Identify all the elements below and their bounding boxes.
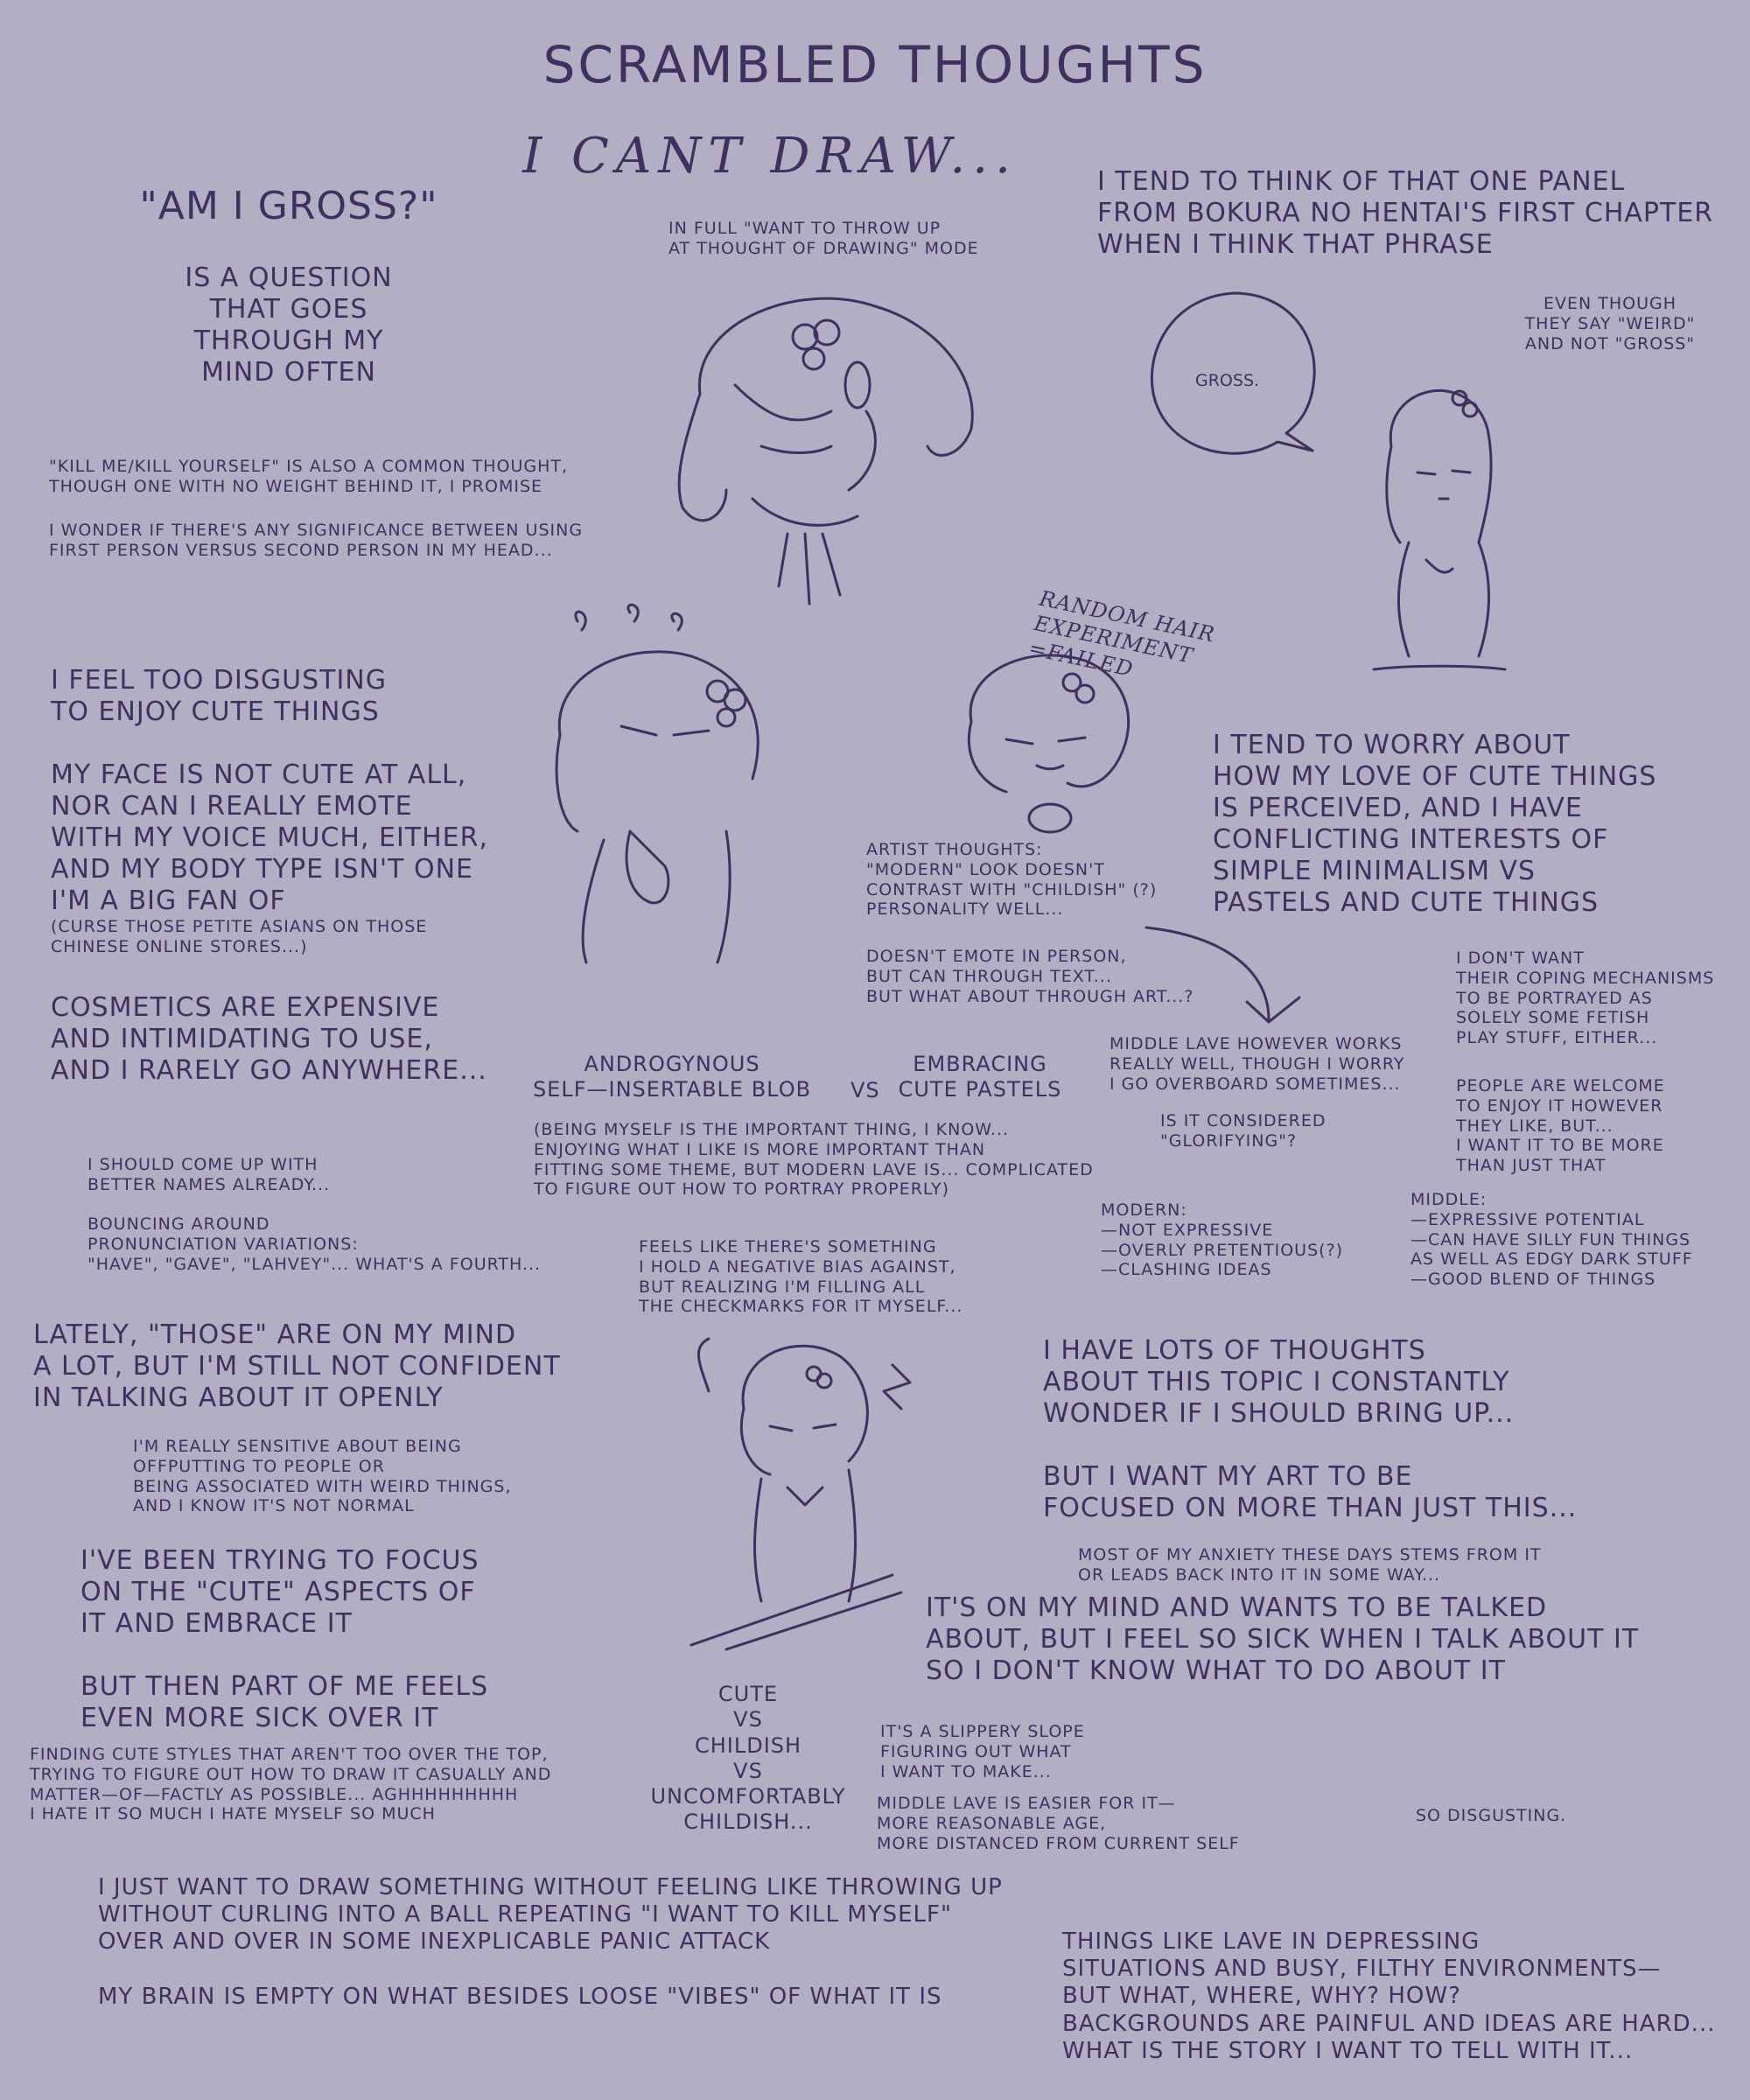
worry-block: I TEND TO WORRY ABOUT HOW MY LOVE OF CUTE THINGS IS PERCEIVED, AND I HAVE CONFLICTING INTERESTS OF SIMPLE MINIMALISM VS PASTELS AND CUTE THINGS: [1213, 730, 1657, 918]
sketch-hair-experiment: [954, 643, 1146, 836]
petite-note: (CURSE THOSE PETITE ASIANS ON THOSE CHINESE ONLINE STORES...): [51, 917, 428, 956]
names-note: I SHOULD COME UP WITH BETTER NAMES ALREADY... BOUNCING AROUND PRONUNCIATION VARIATIONS: "HAVE", "GAVE", "LAHVEY"... WHAT'S A FOURTH...: [88, 1155, 542, 1274]
disgusting-block: I FEEL TOO DISGUSTING TO ENJOY CUTE THINGS MY FACE IS NOT CUTE AT ALL, NOR CAN I REALLY EMOTE WITH MY VOICE MUCH, EITHER, AND MY BODY TYPE ISN'T ONE I'M A BIG FAN OF: [51, 665, 489, 916]
hair-note: RANDOM HAIR EXPERIMENT =FAILED: [1026, 585, 1218, 682]
pastels-label: EMBRACING CUTE PASTELS: [898, 1052, 1062, 1102]
middle-lave-note: MIDDLE LAVE HOWEVER WORKS REALLY WELL, THOUGH I WORRY I GO OVERBOARD SOMETIMES...: [1110, 1034, 1405, 1094]
those-block: LATELY, "THOSE" ARE ON MY MIND A LOT, BUT I'M STILL NOT CONFIDENT IN TALKING ABOUT IT OPENLY: [33, 1320, 561, 1413]
sensitive-note: I'M REALLY SENSITIVE ABOUT BEING OFFPUTTING TO PEOPLE OR BEING ASSOCIATED WITH WEIRD THINGS, AND I KNOW IT'S NOT NORMAL: [133, 1437, 512, 1516]
curved-arrow: [1138, 919, 1330, 1032]
cute-childish-label: CUTE VS CHILDISH VS UNCOMFORTABLY CHILDISH...: [650, 1682, 846, 1835]
styles-note: FINDING CUTE STYLES THAT AREN'T TOO OVER THE TOP, TRYING TO FIGURE OUT HOW TO DRAW IT CASUALLY AND MATTER—OF—FACTLY AS POSSIBLE... AGHHHHHHHHH I HATE IT SO MUCH I HATE MYSELF SO MUCH: [30, 1745, 552, 1824]
kill-me-note: "KILL ME/KILL YOURSELF" IS ALSO A COMMON THOUGHT, THOUGH ONE WITH NO WEIGHT BEHIND IT, I PROMISE: [49, 457, 569, 496]
vs-label: VS: [850, 1078, 880, 1102]
bias-note: FEELS LIKE THERE'S SOMETHING I HOLD A NEGATIVE BIAS AGAINST, BUT REALIZING I'M FILLING ALL THE CHECKMARKS FOR IT MYSELF...: [639, 1237, 963, 1317]
sketch-stressed-character: [542, 604, 805, 971]
easier-note: MIDDLE LAVE IS EASIER FOR IT— MORE REASONABLE AGE, MORE DISTANCED FROM CURRENT SELF: [877, 1794, 1240, 1853]
weird-note: EVEN THOUGH THEY SAY "WEIRD" AND NOT "GROSS": [1524, 294, 1696, 354]
drawing-mode-note: IN FULL "WANT TO THROW UP AT THOUGHT OF DRAWING" MODE: [668, 219, 979, 258]
page-title: SCRAMBLED THOUGHTS: [542, 35, 1208, 94]
coping-note: I DON'T WANT THEIR COPING MECHANISMS TO BE PORTRAYED AS SOLELY SOME FETISH PLAY STUFF, EITHER...: [1456, 948, 1715, 1048]
modern-list: MODERN: —NOT EXPRESSIVE —OVERLY PRETENTIOUS(?) —CLASHING IDEAS: [1101, 1200, 1344, 1280]
sketch-nauseous-character: [648, 271, 998, 604]
anxiety-note: MOST OF MY ANXIETY THESE DAYS STEMS FROM IT OR LEADS BACK INTO IT IN SOME WAY...: [1078, 1545, 1542, 1585]
so-disgusting: SO DISGUSTING.: [1416, 1806, 1567, 1825]
thoughts-block: I HAVE LOTS OF THOUGHTS ABOUT THIS TOPIC I CONSTANTLY WONDER IF I SHOULD BRING UP... BUT I WANT MY ART TO BE FOCUSED ON MORE THAN JUST THIS...: [1043, 1335, 1578, 1523]
cosmetics-block: COSMETICS ARE EXPENSIVE AND INTIMIDATING TO USE, AND I RARELY GO ANYWHERE...: [51, 992, 487, 1086]
person-note: I WONDER IF THERE'S ANY SIGNIFICANCE BETWEEN USING FIRST PERSON VERSUS SECOND PERSON IN MY HEAD...: [49, 521, 584, 560]
glorifying-note: IS IT CONSIDERED "GLORIFYING"?: [1160, 1111, 1326, 1151]
middle-list: MIDDLE: —EXPRESSIVE POTENTIAL —CAN HAVE SILLY FUN THINGS AS WELL AS EDGY DARK STUFF —GOOD BLEND OF THINGS: [1410, 1190, 1693, 1290]
artist-thoughts: ARTIST THOUGHTS: "MODERN" LOOK DOESN'T CONTRAST WITH "CHILDISH" (?) PERSONALITY WELL...: [866, 840, 1158, 920]
being-myself-note: (BEING MYSELF IS THE IMPORTANT THING, I KNOW... ENJOYING WHAT I LIKE IS MORE IMPORTANT THAN FITTING SOME THEME, BUT MODERN LAVE IS... COMPLICATED TO FIGURE OUT HOW TO PORTRAY PROPERLY): [534, 1120, 1094, 1200]
draw-block: I JUST WANT TO DRAW SOMETHING WITHOUT FEELING LIKE THROWING UP WITHOUT CURLING INTO A BALL REPEATING "I WANT TO KILL MYSELF" OVER AND OVER IN SOME INEXPLICABLE PANIC ATTACK MY BRAIN IS EMPTY ON WHAT BESIDES LOOSE "VIBES" OF WHAT IT IS: [98, 1874, 1003, 2010]
androgynous-label: ANDROGYNOUS SELF—INSERTABLE BLOB: [532, 1052, 812, 1102]
emote-note: DOESN'T EMOTE IN PERSON, BUT CAN THROUGH TEXT... BUT WHAT ABOUT THROUGH ART...?: [866, 947, 1194, 1006]
lave-block: THINGS LIKE LAVE IN DEPRESSING SITUATIONS AND BUSY, FILTHY ENVIRONMENTS— BUT WHAT, WHERE, WHY? HOW? BACKGROUNDS ARE PAINFUL AND IDEAS ARE HARD... WHAT IS THE STORY I WANT TO TELL WITH IT...: [1062, 1928, 1716, 2064]
focus-block: I'VE BEEN TRYING TO FOCUS ON THE "CUTE" ASPECTS OF IT AND EMBRACE IT BUT THEN PART OF ME FEELS EVEN MORE SICK OVER IT: [80, 1545, 489, 1733]
slope-note: IT'S A SLIPPERY SLOPE FIGURING OUT WHAT I WANT TO MAKE...: [880, 1722, 1085, 1782]
speech-bubble-text: GROSS.: [1195, 371, 1260, 390]
welcome-note: PEOPLE ARE WELCOME TO ENJOY IT HOWEVER THEY LIKE, BUT... I WANT IT TO BE MORE THAN JUST THAT: [1456, 1076, 1665, 1176]
am-i-gross-heading: "AM I GROSS?": [139, 184, 438, 228]
talked-block: IT'S ON MY MIND AND WANTS TO BE TALKED ABOUT, BUT I FEEL SO SICK WHEN I TALK ABOUT IT SO I DON'T KNOW WHAT TO DO ABOUT IT: [926, 1592, 1640, 1686]
sketch-standing-character: [1356, 368, 1522, 682]
sketch-cute-pose-character: [674, 1330, 928, 1654]
am-i-gross-body: IS A QUESTION THAT GOES THROUGH MY MIND OFTEN: [185, 262, 393, 388]
panel-note: I TEND TO THINK OF THAT ONE PANEL FROM BOKURA NO HENTAI'S FIRST CHAPTER WHEN I THINK THAT PHRASE: [1097, 166, 1714, 260]
subtitle-handwritten: I CANT DRAW...: [522, 128, 1018, 185]
